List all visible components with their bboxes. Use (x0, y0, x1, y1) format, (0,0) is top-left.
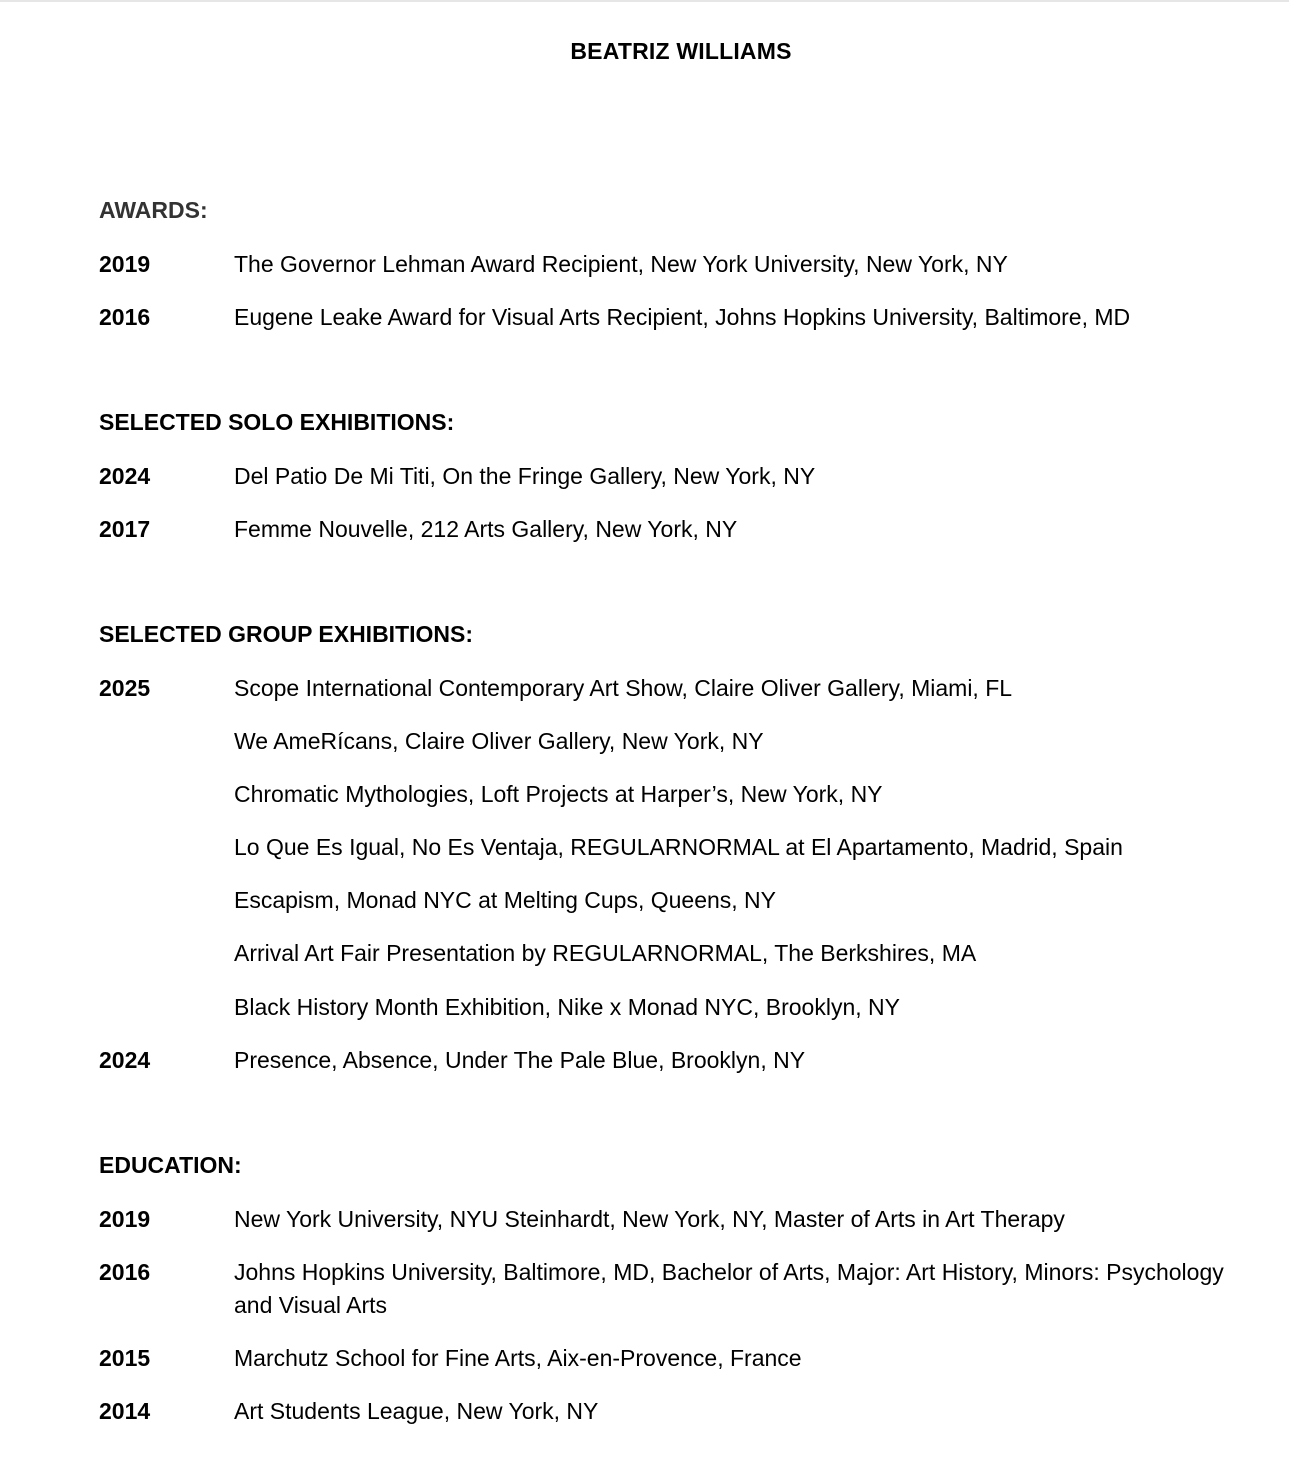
education-row (0, 1203, 1289, 1236)
award-year: 2016 (99, 304, 151, 330)
group-exhibition-entry: Black History Month Exhibition, Nike x Monad NYC, Brooklyn, NY (234, 994, 900, 1020)
group-exhibition-year: 2025 (99, 675, 151, 701)
group-exhibition-row (0, 1044, 1289, 1077)
solo-exhibition-year: 2017 (99, 516, 151, 542)
award-row (0, 301, 1289, 334)
education-entry: Art Students League, New York, NY (234, 1398, 599, 1424)
group-exhibition-row (0, 884, 1289, 917)
education-entry: Marchutz School for Fine Arts, Aix-en-Provence, France (234, 1345, 802, 1371)
award-row (0, 248, 1289, 281)
awards-heading: AWARDS: (99, 197, 208, 223)
solo-exhibition-row (0, 460, 1289, 493)
group-exhibition-row (0, 937, 1289, 970)
education-entry: Johns Hopkins University, Baltimore, MD, Bachelor of Arts, Major: Art History, Minors: Psychology and Visual Arts (234, 1259, 1224, 1318)
group-exhibition-row (0, 778, 1289, 811)
education-entry: New York University, NYU Steinhardt, New York, NY, Master of Arts in Art Therapy (234, 1206, 1065, 1232)
group-exhibition-row (0, 991, 1289, 1024)
group-exhibition-row (0, 831, 1289, 864)
group-exhibition-entry: Chromatic Mythologies, Loft Projects at Harper’s, New York, NY (234, 781, 883, 807)
education-row (0, 1395, 1289, 1428)
award-entry: Eugene Leake Award for Visual Arts Recipient, Johns Hopkins University, Baltimore, MD (234, 304, 1131, 330)
page-title: BEATRIZ WILLIAMS (570, 38, 792, 64)
education-heading: EDUCATION: (99, 1152, 242, 1178)
group-exhibition-year: 2024 (99, 1047, 151, 1073)
solo-exhibition-year: 2024 (99, 463, 151, 489)
education-year: 2014 (99, 1398, 151, 1424)
education-year: 2019 (99, 1206, 151, 1232)
solo-exhibition-entry: Femme Nouvelle, 212 Arts Gallery, New York, NY (234, 516, 738, 542)
group-exhibition-entry: Escapism, Monad NYC at Melting Cups, Queens, NY (234, 887, 777, 913)
solo-exhibition-entry: Del Patio De Mi Titi, On the Fringe Gallery, New York, NY (234, 463, 816, 489)
group-exhibition-row (0, 672, 1289, 705)
group-exhibition-entry: Presence, Absence, Under The Pale Blue, Brooklyn, NY (234, 1047, 806, 1073)
group-exhibition-entry: Lo Que Es Igual, No Es Ventaja, REGULARNORMAL at El Apartamento, Madrid, Spain (234, 834, 1123, 860)
top-divider (0, 0, 1289, 2)
education-year: 2016 (99, 1259, 151, 1285)
group-exhibition-row (0, 725, 1289, 758)
award-year: 2019 (99, 251, 151, 277)
solo-exhibition-row (0, 513, 1289, 546)
group-exhibition-entry: Arrival Art Fair Presentation by REGULARNORMAL, The Berkshires, MA (234, 940, 977, 966)
education-row (0, 1256, 1289, 1322)
education-row (0, 1342, 1289, 1375)
group-exhibitions-heading: SELECTED GROUP EXHIBITIONS: (99, 621, 474, 647)
solo-exhibitions-heading: SELECTED SOLO EXHIBITIONS: (99, 409, 455, 435)
group-exhibition-entry: Scope International Contemporary Art Show, Claire Oliver Gallery, Miami, FL (234, 675, 1013, 701)
group-exhibition-entry: We AmeRícans, Claire Oliver Gallery, New York, NY (234, 728, 764, 754)
education-year: 2015 (99, 1345, 151, 1371)
award-entry: The Governor Lehman Award Recipient, New York University, New York, NY (234, 251, 1008, 277)
